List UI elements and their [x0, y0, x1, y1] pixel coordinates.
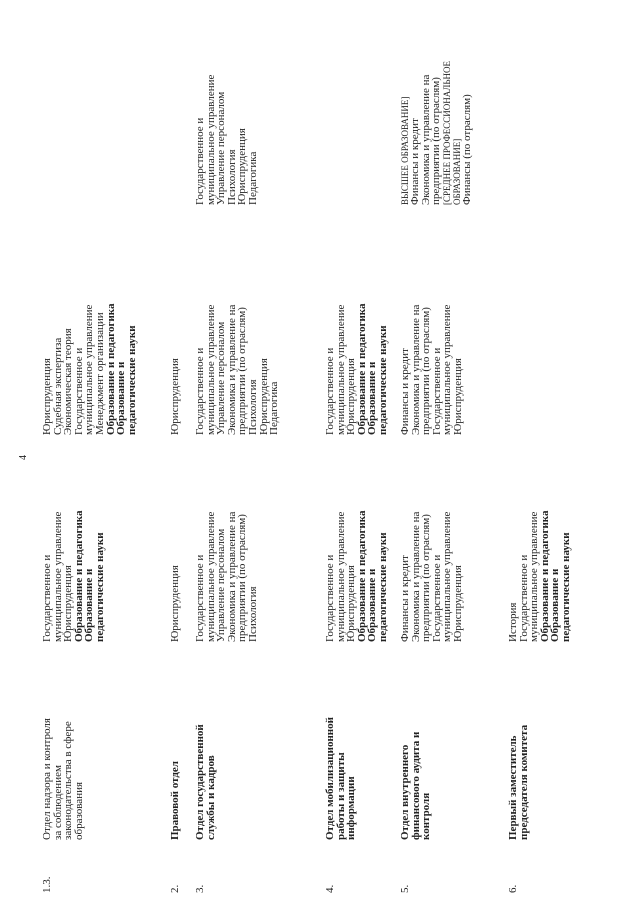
- specialty-list-2-line: муниципальное управление: [441, 304, 454, 435]
- specialty-list-3-line: Психология: [225, 149, 238, 205]
- specialty-list-2: [400, 305, 464, 435]
- department-title-line: Отдел внутреннего: [399, 744, 411, 840]
- department-title-line: информации: [345, 776, 358, 840]
- specialty-list-3-line: Государственное и: [194, 117, 206, 205]
- specialty-list-2-line: педагогические науки: [376, 325, 389, 435]
- specialty-list-1-line: Юриспруденция: [62, 565, 75, 642]
- specialty-list-1-line: Образование и: [549, 568, 562, 642]
- specialty-list-1-line: Государственное и: [324, 554, 336, 642]
- specialty-list-2-line: Судебная экспертиза: [51, 337, 64, 435]
- specialty-list-1-line: предприятии (по отраслям): [420, 514, 433, 642]
- specialty-list-1-line: муниципальное управление: [204, 511, 217, 642]
- specialty-list-1-line: муниципальное управление: [334, 511, 347, 642]
- department-title-line: Отдел надзора и контроля: [41, 718, 53, 840]
- department-title-line: Первый заместитель: [507, 735, 519, 840]
- specialty-list-2-line: Экономика и управление на: [409, 304, 422, 435]
- specialty-list-2-line: Управление персоналом: [215, 321, 228, 435]
- department-title-line: образования: [72, 781, 85, 840]
- specialty-list-3-line: Юриспруденция: [236, 128, 249, 205]
- specialty-list-2-line: Экономика и управление на: [225, 304, 238, 435]
- specialty-list-1-line: Юриспруденция: [169, 565, 181, 642]
- specialty-list-1: [170, 565, 181, 642]
- row-number: 6.: [507, 884, 519, 893]
- specialty-list-1: [325, 511, 389, 642]
- row-number: 1.3.: [41, 876, 53, 893]
- specialty-list-2-line: Юриспруденция: [169, 358, 181, 435]
- specialty-list-1-line: Образование и педагогика: [538, 510, 551, 642]
- department-title: [508, 725, 529, 840]
- specialty-list-2-line: Государственное и: [194, 347, 206, 435]
- specialty-list-1-line: Государственное и: [430, 554, 443, 642]
- specialty-list-3-line: Экономика и управление на: [419, 74, 432, 205]
- specialty-list-2-line: Психология: [246, 379, 259, 435]
- specialty-list-1: [195, 512, 259, 642]
- specialty-list-1-line: Образование и педагогика: [355, 510, 368, 642]
- specialty-list-2: [42, 304, 137, 435]
- specialty-list-1-line: Образование и: [83, 568, 96, 642]
- specialty-list-2-line: Государственное и: [430, 347, 443, 435]
- row-number: 5.: [399, 884, 411, 893]
- specialty-list-2: [195, 305, 280, 435]
- specialty-list-1: [508, 511, 572, 642]
- specialty-list-2-line: Менеджмент организации: [93, 312, 106, 435]
- specialty-list-2: [325, 304, 389, 435]
- specialty-list-1: [42, 511, 106, 642]
- specialty-list-2-line: муниципальное управление: [334, 304, 347, 435]
- specialty-list-3-line: Финансы и кредит: [409, 118, 421, 205]
- row-number: 4.: [324, 884, 336, 893]
- specialty-list-1-line: Экономика и управление на: [225, 511, 238, 642]
- specialty-list-1-line: История: [507, 602, 519, 642]
- department-title-line: финансового аудита и: [409, 731, 422, 840]
- specialty-list-2-line: муниципальное управление: [204, 304, 217, 435]
- specialty-list-1-line: педагогические науки: [376, 532, 389, 642]
- specialty-list-1-line: Экономика и управление на: [409, 511, 422, 642]
- specialty-list-3-line: Педагогика: [246, 151, 259, 205]
- specialty-list-1-line: Психология: [246, 586, 259, 642]
- specialty-list-2-line: педагогические науки: [125, 325, 138, 435]
- department-title: [42, 718, 84, 840]
- specialty-list-1-line: муниципальное управление: [51, 511, 64, 642]
- department-title: [170, 761, 181, 840]
- specialty-list-2-line: Юриспруденция: [257, 358, 270, 435]
- specialty-list-2-line: Юриспруденция: [41, 358, 53, 435]
- specialty-list-2-line: Образование и педагогика: [355, 303, 368, 435]
- specialty-list-2-line: Государственное и: [72, 347, 85, 435]
- specialty-list-2-line: Образование и: [366, 361, 379, 435]
- row-number: 3.: [194, 884, 206, 893]
- specialty-list-1-line: Юриспруденция: [345, 565, 358, 642]
- specialty-list-2-line: Образование и педагогика: [104, 303, 117, 435]
- specialty-list-1-line: Образование и педагогика: [72, 510, 85, 642]
- specialty-list-1-line: педагогические науки: [559, 532, 572, 642]
- department-title: [400, 732, 432, 840]
- specialty-list-3-line: предприятии (по отраслям): [430, 77, 443, 205]
- specialty-list-1: [400, 512, 464, 642]
- specialty-list-2-line: Экономическая теория: [62, 328, 75, 435]
- department-title-line: за соблюдением: [51, 765, 64, 840]
- specialty-list-1-line: педагогические науки: [93, 532, 106, 642]
- specialty-list-3: [400, 61, 472, 205]
- specialty-list-1-line: предприятии (по отраслям): [236, 514, 249, 642]
- specialty-list-1-line: Государственное и: [194, 554, 206, 642]
- specialty-list-1-line: муниципальное управление: [441, 511, 454, 642]
- specialty-list-1-line: Финансы и кредит: [399, 555, 411, 642]
- specialty-list-1-line: Управление персоналом: [215, 528, 228, 642]
- specialty-list-3-line: ОБРАЗОВАНИЕ]: [451, 138, 462, 205]
- specialty-list-3-line: Управление персоналом: [215, 91, 228, 205]
- specialty-list-1-line: Государственное и: [517, 554, 530, 642]
- specialty-list-1-line: муниципальное управление: [528, 511, 541, 642]
- department-title: [195, 724, 216, 840]
- specialty-list-1-line: Юриспруденция: [451, 565, 464, 642]
- specialty-list-2-line: Образование и: [115, 361, 128, 435]
- specialty-list-1-line: Государственное и: [41, 554, 53, 642]
- specialty-list-2-line: Финансы и кредит: [399, 348, 411, 435]
- row-number: 2.: [169, 884, 181, 893]
- specialty-list-2-line: предприятии (по отраслям): [420, 307, 433, 435]
- department-title-line: службы и кадров: [204, 755, 217, 840]
- department-title: [325, 717, 357, 840]
- department-title-line: Отдел мобилизационной: [324, 717, 336, 840]
- specialty-list-2-line: предприятии (по отраслям): [236, 307, 249, 435]
- department-title-line: контроля: [420, 792, 433, 840]
- specialty-list-2-line: муниципальное управление: [83, 304, 96, 435]
- specialty-list-3-line: ВЫСШЕЕ ОБРАЗОВАНИЕ]: [400, 96, 410, 205]
- specialty-list-2: [170, 358, 181, 435]
- specialty-list-2-line: Педагогика: [268, 381, 281, 435]
- department-title-line: Отдел государственной: [194, 724, 206, 840]
- department-title-line: законодательства в сфере: [62, 721, 75, 840]
- specialty-list-3: [195, 75, 259, 205]
- specialty-list-1-line: Образование и: [366, 568, 379, 642]
- page-number: 4: [18, 455, 29, 460]
- specialty-list-3-line: Финансы (по отраслям): [460, 94, 473, 205]
- specialty-list-3-line: [СРЕДНЕЕ ПРОФЕССИОНАЛЬНОЕ: [441, 61, 452, 205]
- department-title-line: работы и защиты: [334, 752, 347, 840]
- department-title-line: председателя комитета: [517, 724, 530, 840]
- specialty-list-3-line: муниципальное управление: [204, 74, 217, 205]
- specialty-list-2-line: Юриспруденция: [345, 358, 358, 435]
- department-title-line: Правовой отдел: [169, 761, 181, 840]
- specialty-list-2-line: Юриспруденция: [451, 358, 464, 435]
- specialty-list-2-line: Государственное и: [324, 347, 336, 435]
